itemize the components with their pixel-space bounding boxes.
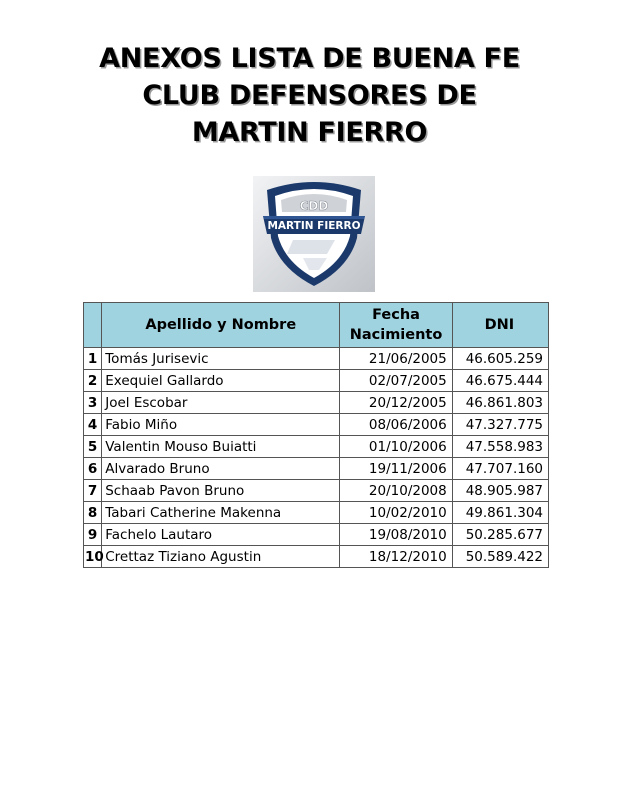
table-row: [84, 436, 549, 458]
header-name: Apellido y Nombre: [102, 303, 340, 348]
table-header-row: [84, 303, 549, 348]
row-dni: 46.861.803: [452, 392, 548, 414]
row-num: 9: [84, 524, 102, 546]
row-birthdate: 10/02/2010: [340, 502, 452, 524]
table-row: [84, 502, 549, 524]
row-num: 5: [84, 436, 102, 458]
table-row: [84, 546, 549, 568]
table-row: [84, 458, 549, 480]
logo-top-text: CDD: [299, 199, 329, 213]
row-name: Fachelo Lautaro: [102, 524, 340, 546]
row-num: 4: [84, 414, 102, 436]
row-num: 2: [84, 370, 102, 392]
row-birthdate: 19/11/2006: [340, 458, 452, 480]
table-row: [84, 524, 549, 546]
title-line-2: CLUB DEFENSORES DE: [142, 80, 477, 111]
row-name: Tabari Catherine Makenna: [102, 502, 340, 524]
row-name: Alvarado Bruno: [102, 458, 340, 480]
row-num: 10: [84, 546, 102, 568]
table-row: [84, 370, 549, 392]
title-line-3: MARTIN FIERRO: [191, 117, 428, 148]
row-name: Crettaz Tiziano Agustin: [102, 546, 340, 568]
row-num: 3: [84, 392, 102, 414]
row-birthdate: 19/08/2010: [340, 524, 452, 546]
row-name: Fabio Miño: [102, 414, 340, 436]
row-dni: 50.285.677: [452, 524, 548, 546]
row-birthdate: 20/12/2005: [340, 392, 452, 414]
row-name: Joel Escobar: [102, 392, 340, 414]
row-num: 7: [84, 480, 102, 502]
row-dni: 48.905.987: [452, 480, 548, 502]
row-dni: 47.327.775: [452, 414, 548, 436]
title-line-1: ANEXOS LISTA DE BUENA FE: [99, 43, 520, 74]
header-birthdate-line1: Fecha: [372, 307, 420, 323]
table-row: [84, 414, 549, 436]
row-name: Schaab Pavon Bruno: [102, 480, 340, 502]
table-row: [84, 348, 549, 370]
row-birthdate: 18/12/2010: [340, 546, 452, 568]
row-dni: 47.707.160: [452, 458, 548, 480]
row-dni: 46.675.444: [452, 370, 548, 392]
logo-banner-text: MARTIN FIERRO: [267, 220, 361, 232]
row-dni: 49.861.304: [452, 502, 548, 524]
row-name: Tomás Jurisevic: [102, 348, 340, 370]
row-num: 6: [84, 458, 102, 480]
row-dni: 47.558.983: [452, 436, 548, 458]
row-name: Exequiel Gallardo: [102, 370, 340, 392]
row-dni: 46.605.259: [452, 348, 548, 370]
table-row: [84, 392, 549, 414]
header-birthdate: [340, 303, 452, 348]
row-dni: 50.589.422: [452, 546, 548, 568]
row-birthdate: 20/10/2008: [340, 480, 452, 502]
document-title: [0, 40, 619, 151]
table-row: [84, 480, 549, 502]
row-num: 1: [84, 348, 102, 370]
header-birthdate-line2: Nacimiento: [349, 327, 443, 343]
row-num: 8: [84, 502, 102, 524]
club-crest-logo: [253, 176, 375, 292]
row-birthdate: 02/07/2005: [340, 370, 452, 392]
row-birthdate: 21/06/2005: [340, 348, 452, 370]
header-num: [84, 303, 102, 348]
row-birthdate: 01/10/2006: [340, 436, 452, 458]
roster-table: [83, 302, 549, 568]
header-dni: DNI: [452, 303, 548, 348]
row-birthdate: 08/06/2006: [340, 414, 452, 436]
row-name: Valentin Mouso Buiatti: [102, 436, 340, 458]
